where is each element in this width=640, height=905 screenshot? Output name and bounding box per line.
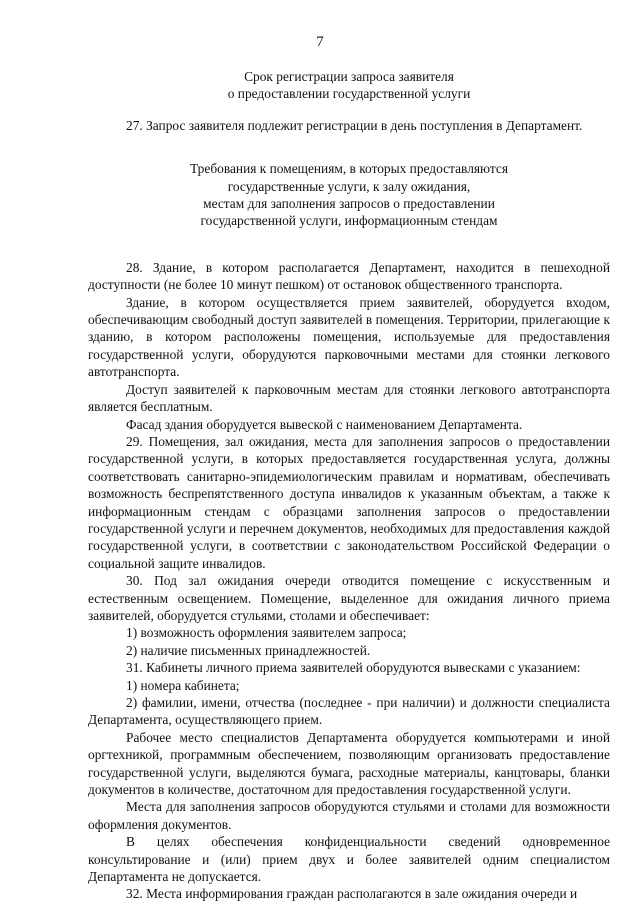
paragraph-building-entrance: Здание, в котором осуществляется прием заявителей, оборудуется входом, обеспечивающим свободный доступ заявителей в помещения. Территории, прилегающие к зданию, в котором расположены помещения, используемые для предоставления государственной услуги, оборудуются парковочными местами для стоянки легкового автотранспорта. — [88, 294, 610, 380]
paragraph-28: 28. Здание, в котором располагается Департамент, находится в пешеходной доступности (не более 10 минут пешком) от остановок общественного транспорта. — [88, 259, 610, 293]
heading-line: Срок регистрации запроса заявителя — [244, 69, 454, 84]
list-item-31-2: 2) фамилии, имени, отчества (последнее - при наличии) и должности специалиста Департамента, осуществляющего прием. — [88, 695, 610, 728]
paragraph-29: 29. Помещения, зал ожидания, места для заполнения запросов о предоставлении государственной услуги, в которых предоставляется государственная услуга, должны соответствовать санитарно-эпидемиологическим правилам и нормативам, обеспечивать возможность беспрепятственного доступа инвалидов к указанным объектам, а также к информационным стендам с образцами заполнения запросов о предоставлении государственной услуги и перечнем документов, необходимых для предоставления каждой государственной услуги, в соответствии с законодательством Российской Федерации о социальной защите инвалидов. — [88, 433, 610, 571]
paragraph-27: 27. Запрос заявителя подлежит регистрации в день поступления в Департамент. — [126, 117, 583, 133]
paragraph-32: 32. Места информирования граждан располагаются в зале ожидания очереди и — [126, 886, 578, 902]
paragraph-parking-access: Доступ заявителей к парковочным местам для стоянки легкового автотранспорта является бесплатным. — [88, 381, 610, 415]
section-heading-premises-requirements — [88, 160, 610, 230]
list-item-30-1: 1) возможность оформления заявителем запроса; — [126, 625, 407, 641]
paragraph-31: 31. Кабинеты личного приема заявителей оборудуются вывесками с указанием: — [126, 660, 581, 676]
page-number: 7 — [316, 34, 324, 50]
paragraph-workplace-equipment: Рабочее место специалистов Департамента оборудуется компьютерами и иной оргтехникой, программным обеспечением, позволяющим организовать предоставление государственной услуги, выделяются бумага, расходные материалы, канцтовары, бланки документов в количестве, достаточном для предоставления государственной услуги. — [88, 729, 610, 798]
heading-line: местам для заполнения запросов о предоставлении — [203, 196, 495, 212]
list-item-30-2: 2) наличие письменных принадлежностей. — [126, 642, 371, 658]
document-body — [88, 60, 610, 903]
heading-line: государственной услуги, информационным стендам — [200, 213, 498, 229]
heading-line: государственные услуги, к залу ожидания, — [227, 178, 471, 194]
paragraph-30: 30. Под зал ожидания очереди отводится помещение с искусственным и естественным освещением. Помещение, выделенное для ожидания личного приема заявителей, оборудуется стульями, столами и обеспечивает: — [88, 573, 610, 623]
paragraph-facade-sign: Фасад здания оборудуется вывеской с наименованием Департамента. — [126, 416, 523, 432]
paragraph-form-filling-places: Места для заполнения запросов оборудуются стульями и столами для возможности оформления документов. — [88, 799, 610, 832]
list-item-31-1: 1) номера кабинета; — [126, 677, 240, 693]
heading-line: Требования к помещениям, в которых предоставляются — [190, 161, 508, 177]
heading-line: о предоставлении государственной услуги — [227, 86, 471, 102]
paragraph-confidentiality: В целях обеспечения конфиденциальности сведений одновременное консультирование и (или) прием двух и более заявителей одним специалистом Департамента не допускается. — [88, 834, 610, 885]
section-heading-registration-term — [88, 68, 610, 103]
